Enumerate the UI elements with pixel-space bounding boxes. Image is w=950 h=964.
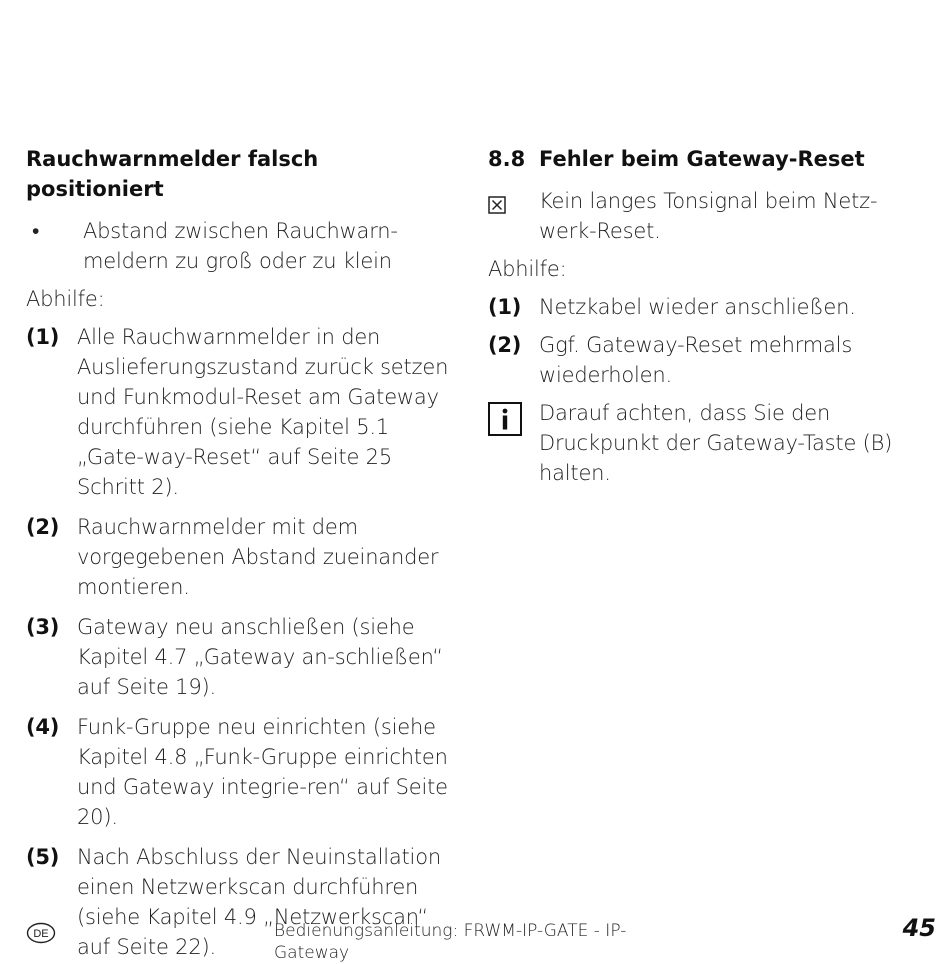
- section-heading-right: [488, 144, 928, 174]
- bullet-text: Abstand zwischen Rauchwarn- meldern zu groß oder zu klein: [83, 219, 398, 273]
- section-title: Fehler beim Gateway-Reset: [539, 147, 865, 171]
- left-column: [26, 144, 456, 962]
- section-heading-left: Rauchwarnmelder falsch positioniert: [26, 147, 319, 201]
- step-item: [488, 330, 928, 390]
- step-marker: (3): [26, 615, 60, 639]
- info-icon: [488, 402, 522, 436]
- bullet-item: [26, 216, 456, 276]
- bullet-dot-icon: •: [32, 219, 40, 243]
- step-text: Alle Rauchwarnmelder in den Auslieferungszustand zurück setzen und Funkmodul-Reset am Gateway durchführen (siehe Kapitel 5.1 „Gate-way-Reset“ auf Seite 25 Schritt 2).: [77, 325, 449, 499]
- step-marker: (5): [26, 845, 60, 869]
- x-box-icon: [488, 192, 506, 210]
- language-de-icon: [26, 922, 56, 944]
- right-column: [488, 144, 928, 488]
- step-item: [26, 322, 456, 502]
- step-marker: (2): [26, 515, 60, 539]
- step-marker: (4): [26, 715, 60, 739]
- info-note: [488, 398, 928, 488]
- step-item: [488, 292, 928, 322]
- step-text: Netzkabel wieder anschließen.: [539, 295, 856, 319]
- step-item: [26, 612, 456, 702]
- step-marker: (1): [488, 295, 522, 319]
- step-text: Nach Abschluss der Neuinstallation einen Netzwerkscan durchführen (siehe Kapitel 4.9 „Netzwerkscan“ auf Seite 22).: [77, 845, 441, 959]
- step-text: Rauchwarnmelder mit dem vorgegebenen Abstand zueinander montieren.: [77, 515, 439, 599]
- remedy-label-right: Abhilfe:: [488, 257, 567, 281]
- symptom-item: [488, 186, 928, 246]
- page-number: 45: [902, 914, 936, 942]
- section-number: 8.8: [488, 147, 526, 171]
- step-marker: (1): [26, 325, 60, 349]
- manual-title: Bedienungsanleitung: FRWM-IP-GATE - IP-Gateway: [274, 921, 627, 963]
- step-text: Ggf. Gateway-Reset mehrmals wiederholen.: [539, 333, 853, 387]
- step-text: Gateway neu anschließen (siehe Kapitel 4.7 „Gateway an-schließen“ auf Seite 19).: [77, 615, 443, 699]
- remedy-label-left: Abhilfe:: [26, 287, 105, 311]
- info-text: Darauf achten, dass Sie den Druckpunkt der Gateway-Taste (B) halten.: [539, 401, 893, 485]
- step-item: [26, 512, 456, 602]
- step-text: Funk-Gruppe neu einrichten (siehe Kapitel 4.8 „Funk-Gruppe einrichten und Gateway integrie-ren“ auf Seite 20).: [77, 715, 448, 829]
- language-badge-text: DE: [33, 928, 49, 940]
- step-marker: (2): [488, 333, 522, 357]
- symptom-text: Kein langes Tonsignal beim Netz-werk-Reset.: [539, 189, 878, 243]
- step-item: [26, 712, 456, 832]
